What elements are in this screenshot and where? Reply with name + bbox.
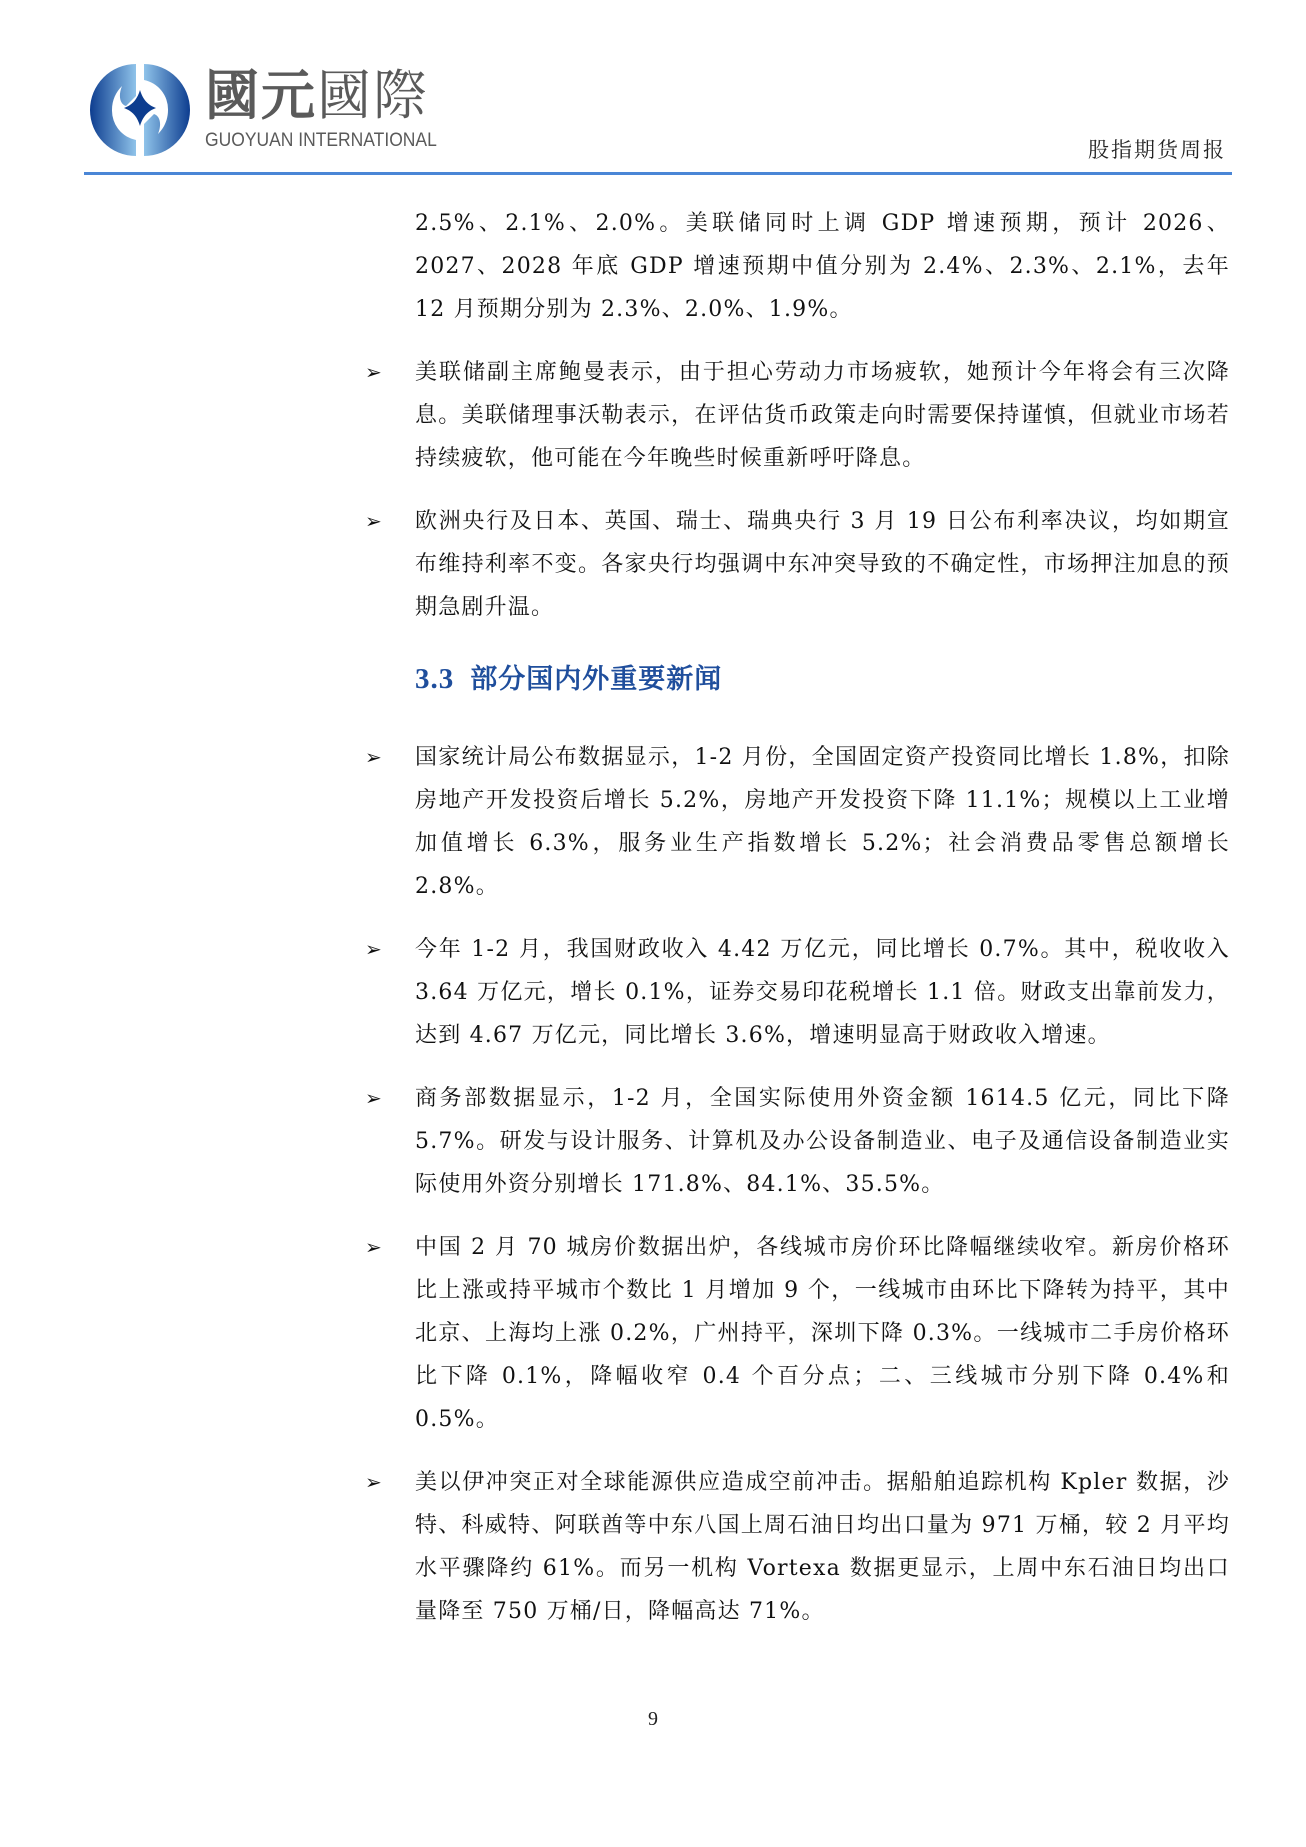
arrowhead-bullet-icon: ➢ (365, 745, 382, 769)
logo-chinese-name: 國元國際 (205, 64, 429, 127)
list-item: ➢ 欧洲央行及日本、英国、瑞士、瑞典央行 3 月 19 日公布利率决议，均如期宣布维持利率不变。各家央行均强调中东冲突导致的不确定性，市场押注加息的预期急剧升温。 (415, 500, 1230, 629)
arrowhead-bullet-icon: ➢ (365, 1235, 382, 1259)
guoyuan-logo-icon (90, 60, 190, 160)
page-content (365, 202, 1230, 1633)
arrowhead-bullet-icon: ➢ (365, 509, 382, 533)
arrowhead-bullet-icon: ➢ (365, 1470, 382, 1494)
list-item: ➢ 中国 2 月 70 城房价数据出炉，各线城市房价环比降幅继续收窄。新房价格环比上涨或持平城市个数比 1 月增加 9 个，一线城市由环比下降转为持平，其中北京、上海均上涨 0.2%，广州持平，深圳下降 0.3%。一线城市二手房价格环比下降 0.1%，降幅收窄 0.4 个百分点；二、三线城市分别下降 0.4%和 0.5%。 (415, 1226, 1230, 1441)
list-item: ➢ 商务部数据显示，1-2 月，全国实际使用外资金额 1614.5 亿元，同比下降 5.7%。研发与设计服务、计算机及办公设备制造业、电子及通信设备制造业实际使用外资分别增长 171.8%、84.1%、35.5%。 (415, 1077, 1230, 1206)
list-item: ➢ 美联储副主席鲍曼表示，由于担心劳动力市场疲软，她预计今年将会有三次降息。美联储理事沃勒表示，在评估货币政策走向时需要保持谨慎，但就业市场若持续疲软，他可能在今年晚些时候重新呼吁降息。 (415, 351, 1230, 480)
continuation-paragraph: 2.5%、2.1%、2.0%。美联储同时上调 GDP 增速预期，预计 2026、2027、2028 年底 GDP 增速预期中值分别为 2.4%、2.3%、2.1%，去年 12 月预期分别为 2.3%、2.0%、1.9%。 (415, 211, 1230, 322)
section-number: 3.3 (415, 663, 455, 695)
section-title-text: 部分国内外重要新闻 (470, 664, 723, 695)
list-item: ➢ 国家统计局公布数据显示，1-2 月份，全国固定资产投资同比增长 1.8%，扣除房地产开发投资后增长 5.2%，房地产开发投资下降 11.1%；规模以上工业增加值增长 6.3%，服务业生产指数增长 5.2%；社会消费品零售总额增长 2.8%。 (415, 736, 1230, 908)
arrowhead-bullet-icon: ➢ (365, 1086, 382, 1110)
report-type-label: 股指期货周报 (1088, 138, 1226, 162)
header-divider (84, 172, 1232, 175)
section-heading (415, 659, 1230, 700)
list-item: ➢ 美以伊冲突正对全球能源供应造成空前冲击。据船舶追踪机构 Kpler 数据，沙特、科威特、阿联酋等中东八国上周石油日均出口量为 971 万桶，较 2 月平均水平骤降约 61%。而另一机构 Vortexa 数据更显示，上周中东石油日均出口量降至 750 万桶/日，降幅高达 71%。 (415, 1461, 1230, 1633)
page-number: 9 (648, 1708, 658, 1730)
list-item: ➢ 今年 1-2 月，我国财政收入 4.42 万亿元，同比增长 0.7%。其中，税收收入 3.64 万亿元，增长 0.1%，证券交易印花税增长 1.1 倍。财政支出靠前发力，达到 4.67 万亿元，同比增长 3.6%，增速明显高于财政收入增速。 (415, 928, 1230, 1057)
logo-english-name: GUOYUAN INTERNATIONAL (205, 130, 437, 151)
arrowhead-bullet-icon: ➢ (365, 360, 382, 384)
arrowhead-bullet-icon: ➢ (365, 937, 382, 961)
